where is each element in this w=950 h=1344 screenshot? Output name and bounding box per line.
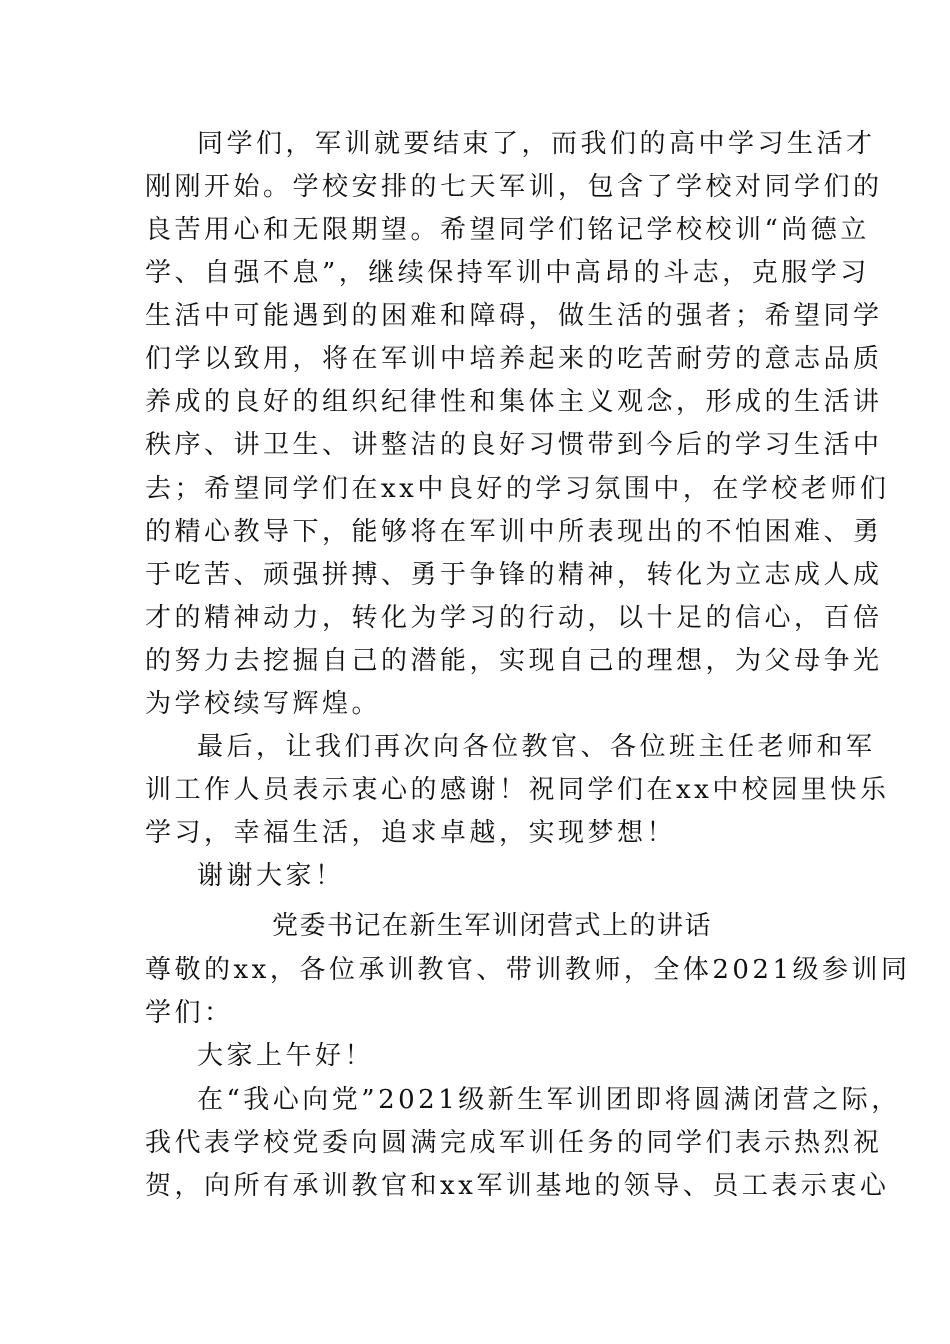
closing-line: 谢谢大家！	[197, 861, 345, 891]
body-text-line: 们学以致用，将在军训中培养起来的吃苦耐劳的意志品质	[145, 344, 883, 374]
body-text-line: 我代表学校党委向圆满完成军训任务的同学们表示热烈祝	[145, 1128, 883, 1158]
body-text-line: 学习，幸福生活，追求卓越，实现梦想！	[145, 818, 677, 848]
body-text-line: 为学校续写辉煌。	[145, 689, 382, 719]
body-text-line: 刚刚开始。学校安排的七天军训，包含了学校对同学们的	[145, 172, 883, 202]
body-text-line: 生活中可能遇到的困难和障碍，做生活的强者；希望同学	[145, 301, 883, 331]
salutation-line: 学们：	[145, 998, 234, 1028]
greeting-line: 大家上午好！	[197, 1041, 375, 1071]
body-text-line: 的努力去挖掘自己的潜能，实现自己的理想，为父母争光	[145, 646, 883, 676]
body-text-line: 养成的良好的组织纪律性和集体主义观念，形成的生活讲	[145, 387, 883, 417]
body-text-line: 才的精神动力，转化为学习的行动，以十足的信心，百倍	[145, 603, 883, 633]
body-text-line: 同学们，军训就要结束了，而我们的高中学习生活才	[197, 129, 876, 159]
body-text-line: 训工作人员表示衷心的感谢！祝同学们在xx中校园里快乐	[145, 775, 890, 805]
body-text-line: 学、自强不息”，继续保持军训中高昂的斗志，克服学习	[145, 258, 870, 288]
body-text-line: 的精心教导下，能够将在军训中所表现出的不怕困难、勇	[145, 517, 883, 547]
body-text-line: 最后，让我们再次向各位教官、各位班主任老师和军	[197, 732, 876, 762]
body-text-line: 贺，向所有承训教官和xx军训基地的领导、员工表示衷心	[145, 1171, 890, 1201]
speech-title: 党委书记在新生军训闭营式上的讲话	[272, 911, 713, 941]
body-text-line: 良苦用心和无限期望。希望同学们铭记学校校训“尚德立	[145, 215, 870, 245]
salutation-line: 尊敬的xx，各位承训教官、带训教师，全体2021级参训同	[145, 955, 911, 985]
body-text-line: 去；希望同学们在xx中良好的学习氛围中，在学校老师们	[145, 474, 890, 504]
body-text-line: 秩序、讲卫生、讲整洁的良好习惯带到今后的学习生活中	[145, 430, 883, 460]
body-text-line: 在“我心向党”2021级新生军训团即将圆满闭营之际，	[197, 1085, 901, 1115]
body-text-line: 于吃苦、顽强拼搏、勇于争锋的精神，转化为立志成人成	[145, 560, 883, 590]
